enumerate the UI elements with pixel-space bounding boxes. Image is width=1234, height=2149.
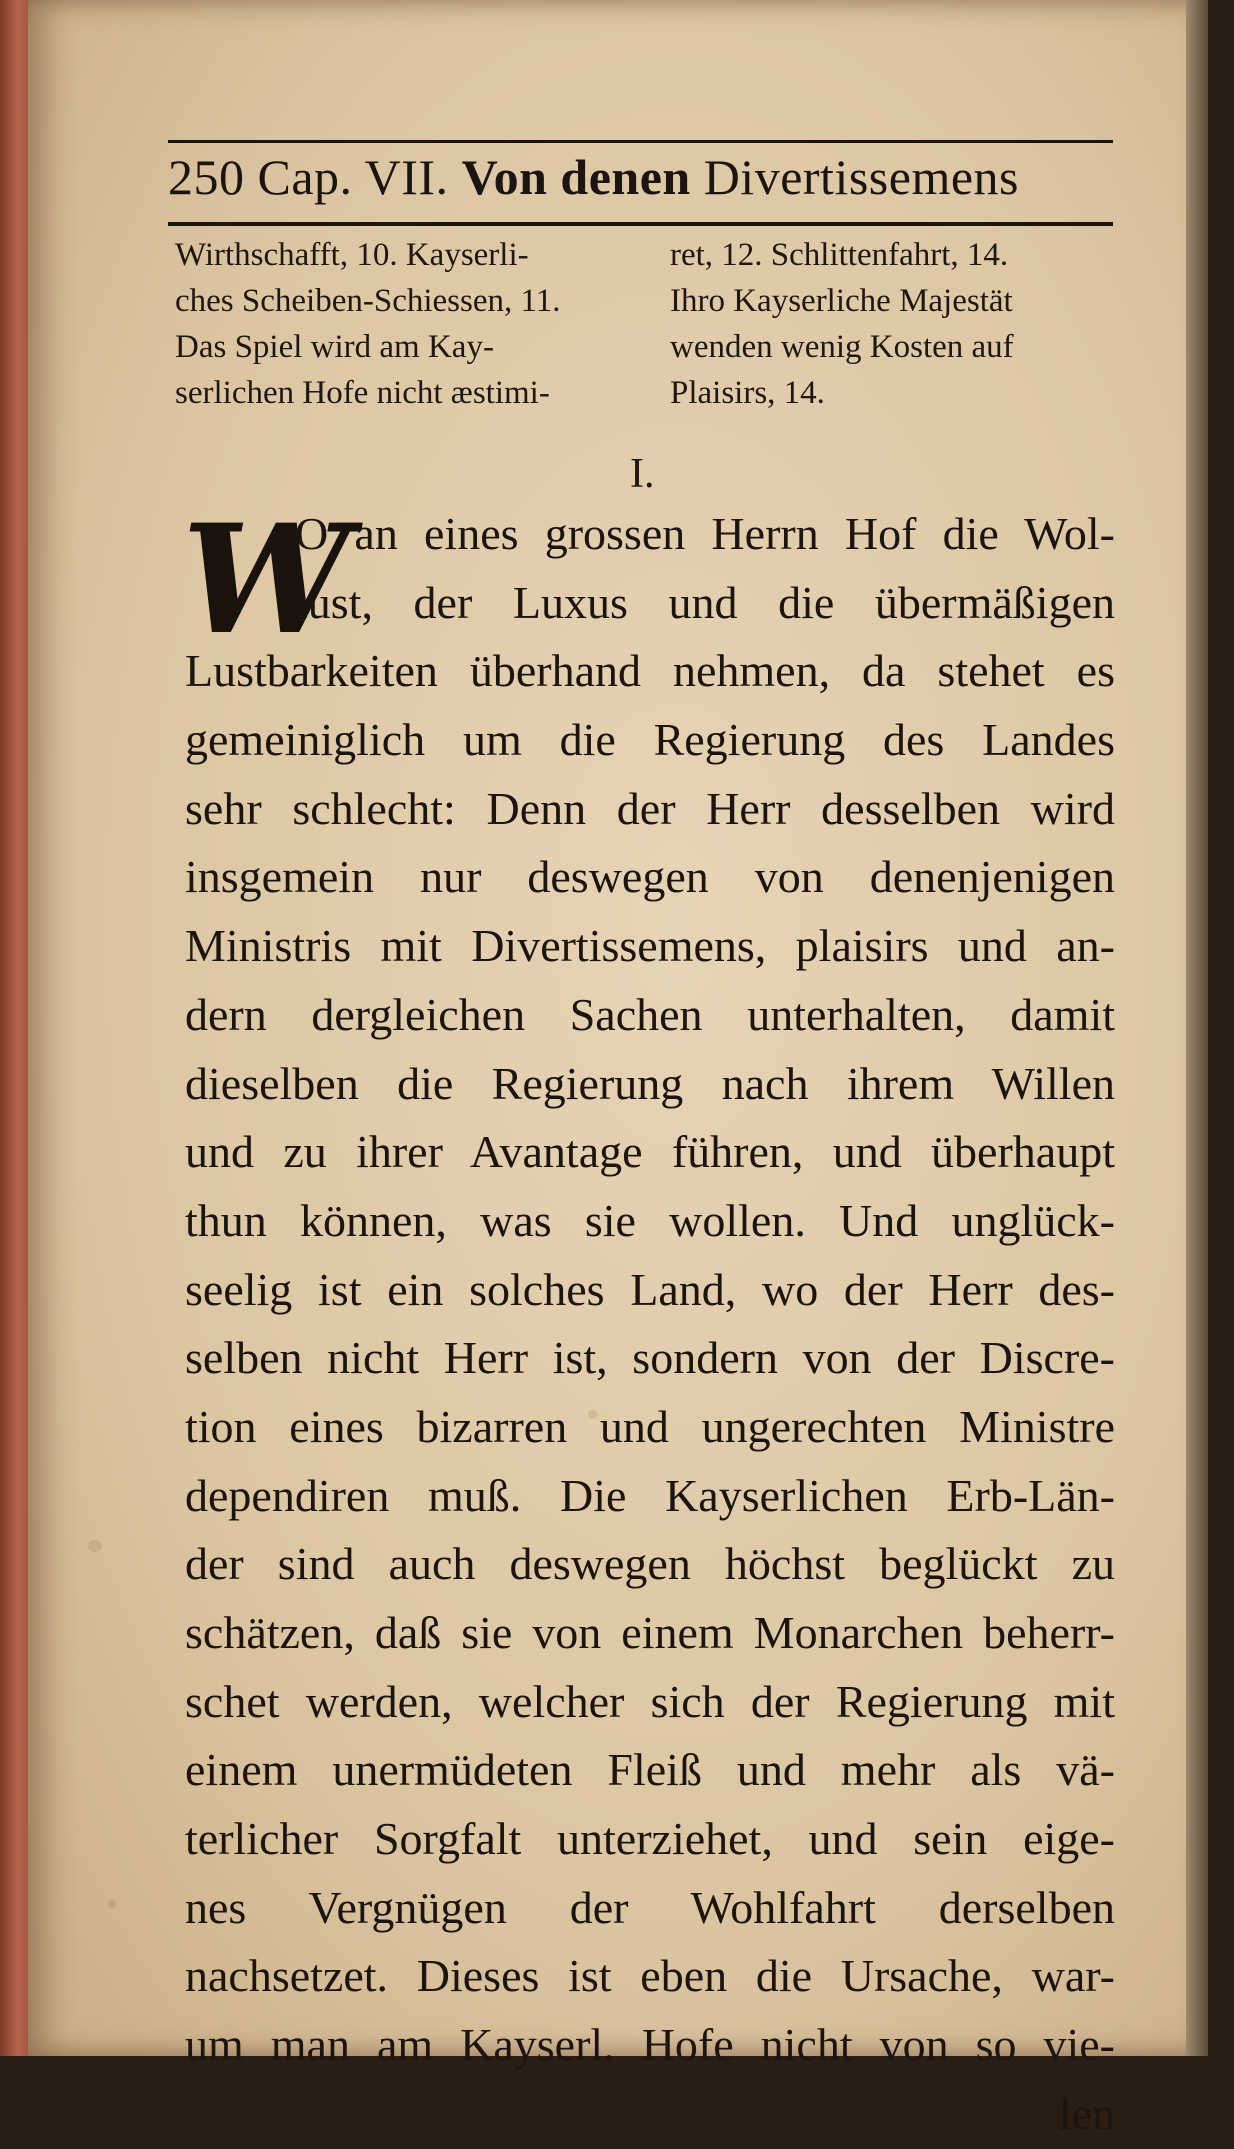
text-line: thun können, was sie wollen. Und unglück- [185,1194,1115,1246]
running-title-bold: Von denen [461,149,691,205]
text-line: seelig ist ein solches Land, wo der Herr des- [185,1263,1115,1315]
chapter-label: Cap. VII. [257,149,449,205]
text-line: insgemein nur deswegen von denenjenigen [185,851,1115,903]
page-number: 250 [168,149,245,205]
text-line: dieselben die Regierung nach ihrem Willen [185,1057,1115,1109]
summary-left: ches Scheiben-Schiessen, 11. [175,283,561,319]
text-line: nes Vergnügen der Wohlfahrt derselben [185,1881,1115,1933]
header-top-rule [168,140,1113,143]
summary-row [175,324,1115,370]
section-number: I. [630,451,655,497]
text-line: terlicher Sorgfalt unterziehet, und sein eige- [185,1813,1115,1865]
summary-right: Plaisirs, 14. [670,375,825,411]
text-line: selben nicht Herr ist, sondern von der Discre- [185,1332,1115,1384]
summary-row [175,370,1115,416]
text-line: sehr schlecht: Denn der Herr desselben wird [185,782,1115,834]
text-line: dern dergleichen Sachen unterhalten, damit [185,988,1115,1040]
page-fore-edge [1186,0,1208,2056]
running-header [168,130,1113,235]
summary-row [175,232,1115,278]
text-line: Lustbarkeiten überhand nehmen, da stehet es [185,645,1115,697]
text-line: lust, der Luxus und die übermäßigen [295,576,1115,628]
summary-right: wenden wenig Kosten auf [670,329,1014,365]
text-line: nachsetzet. Dieses ist eben die Ursache, war- [185,1950,1115,2002]
running-title: Divertissemens [703,149,1019,205]
text-line: O an eines grossen Herrn Hof die Wol- [295,508,1115,559]
summary-row [175,278,1115,324]
text-line: um man am Kayserl. Hofe nicht von so vie- [185,2019,1115,2071]
summary-left: Wirthschafft, 10. Kayserli- [175,237,529,273]
summary-left: serlichen Hofe nicht æstimi- [175,375,550,411]
text-line: einem unermüdeten Fleiß und mehr als vä- [185,1744,1115,1796]
text-line: schätzen, daß sie von einem Monarchen beherr- [185,1607,1115,1658]
text-line: der sind auch deswegen höchst beglückt zu [185,1538,1115,1590]
text-line: tion eines bizarren und ungerechten Ministre [185,1400,1115,1452]
summary-left: Das Spiel wird am Kay- [175,329,494,365]
text-line: dependiren muß. Die Kayserlichen Erb-Län- [185,1469,1115,1521]
catchword: len [1058,2087,1115,2139]
chapter-summary [175,232,1115,416]
paper-stain [88,1540,102,1552]
text-line: gemeiniglich um die Regierung des Landes [185,714,1115,766]
header-line [168,148,1113,206]
header-bottom-rule [168,222,1113,226]
text-line: Ministris mit Divertissemens, plaisirs und an- [185,920,1115,972]
text-line: und zu ihrer Avantage führen, und überhaupt [185,1126,1115,1178]
text-line: schet werden, welcher sich der Regierung mit [185,1675,1115,1727]
summary-right: Ihro Kayserliche Majestät [670,283,1013,319]
body-text [185,500,1115,2149]
drop-cap: W [182,492,351,668]
paper-stain [108,1900,116,1908]
summary-right: ret, 12. Schlittenfahrt, 14. [670,237,1009,273]
